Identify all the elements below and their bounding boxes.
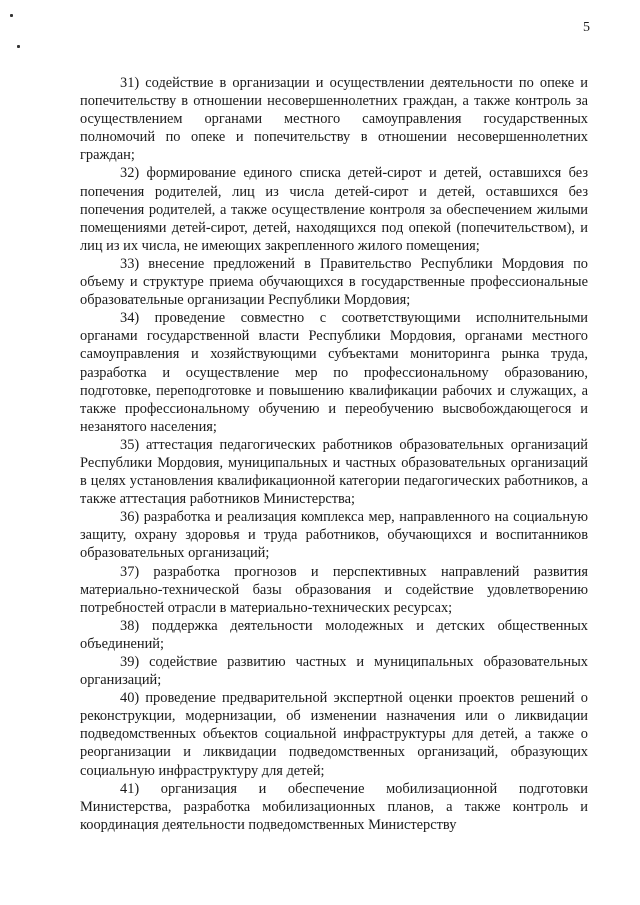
paragraph-33: 33) внесение предложений в Правительство Республики Мордовия по объему и структуре приема обучающихся в государственные профессиональные образовательные организации Республики Мордовия; [80, 255, 588, 309]
document-body [80, 74, 588, 834]
paragraph-31: 31) содействие в организации и осуществлении деятельности по опеке и попечительству в отношении несовершеннолетних граждан, а также контроль за осуществлением органами местного самоуправления государственных полномочий по опеке и попечительству в отношении несовершеннолетних граждан; [80, 75, 588, 164]
paragraph-41: 41) организация и обеспечение мобилизационной подготовки Министерства, разработка мобилизационных планов, а также контроль и координация деятельности подведомственных Министерству [80, 780, 588, 833]
paragraph-39: 39) содействие развитию частных и муниципальных образовательных организаций; [80, 654, 588, 689]
scan-mark-top [10, 14, 13, 17]
paragraph-36: 36) разработка и реализация комплекса мер, направленного на социальную защиту, охрану здоровья и труда работников, обучающихся и воспитанников образовательных организаций; [80, 509, 588, 562]
paragraph-32: 32) формирование единого списка детей-сирот и детей, оставшихся без попечения родителей, лиц из числа детей-сирот и детей, оставшихся без попечения родителей, а также осуществление контроля за обеспечением жилыми помещениями детей-сирот, детей, находящихся под опекой (попечительством), и лиц из их числа, не имеющих закрепленного жилого помещения; [80, 165, 588, 254]
paragraph-34: 34) проведение совместно с соответствующими исполнительными органами государственной власти Республики Мордовия, органами местного самоуправления и хозяйствующими субъектами мониторинга рынка труда, разработка и осуществление мер по профессиональному образованию, подготовке, переподготовке и повышению квалификации рабочих и служащих, а также профессиональному обучению и переобучению высвобождающегося и незанятого населения; [80, 310, 588, 435]
page-number: 5 [583, 20, 590, 35]
paragraph-35: 35) аттестация педагогических работников образовательных организаций Республики Мордовия, муниципальных и частных образовательных организаций в целях установления квалификационной категории педагогических работников, а также аттестация работников Министерства; [80, 436, 588, 508]
paragraph-40: 40) проведение предварительной экспертной оценки проектов решений о реконструкции, модернизации, об изменении назначения или о ликвидации подведомственных объектов социальной инфраструктуры для детей, а также о реорганизации и ликвидации подведомственных организаций, образующих социальную инфраструктуру для детей; [80, 690, 588, 779]
paragraph-37: 37) разработка прогнозов и перспективных направлений развития материально-технической базы образования и содействие удовлетворению потребностей отрасли в материально-технических ресурсах; [80, 563, 588, 616]
paragraph-38: 38) поддержка деятельности молодежных и детских общественных объединений; [80, 617, 588, 652]
scan-mark-middle [17, 45, 20, 48]
